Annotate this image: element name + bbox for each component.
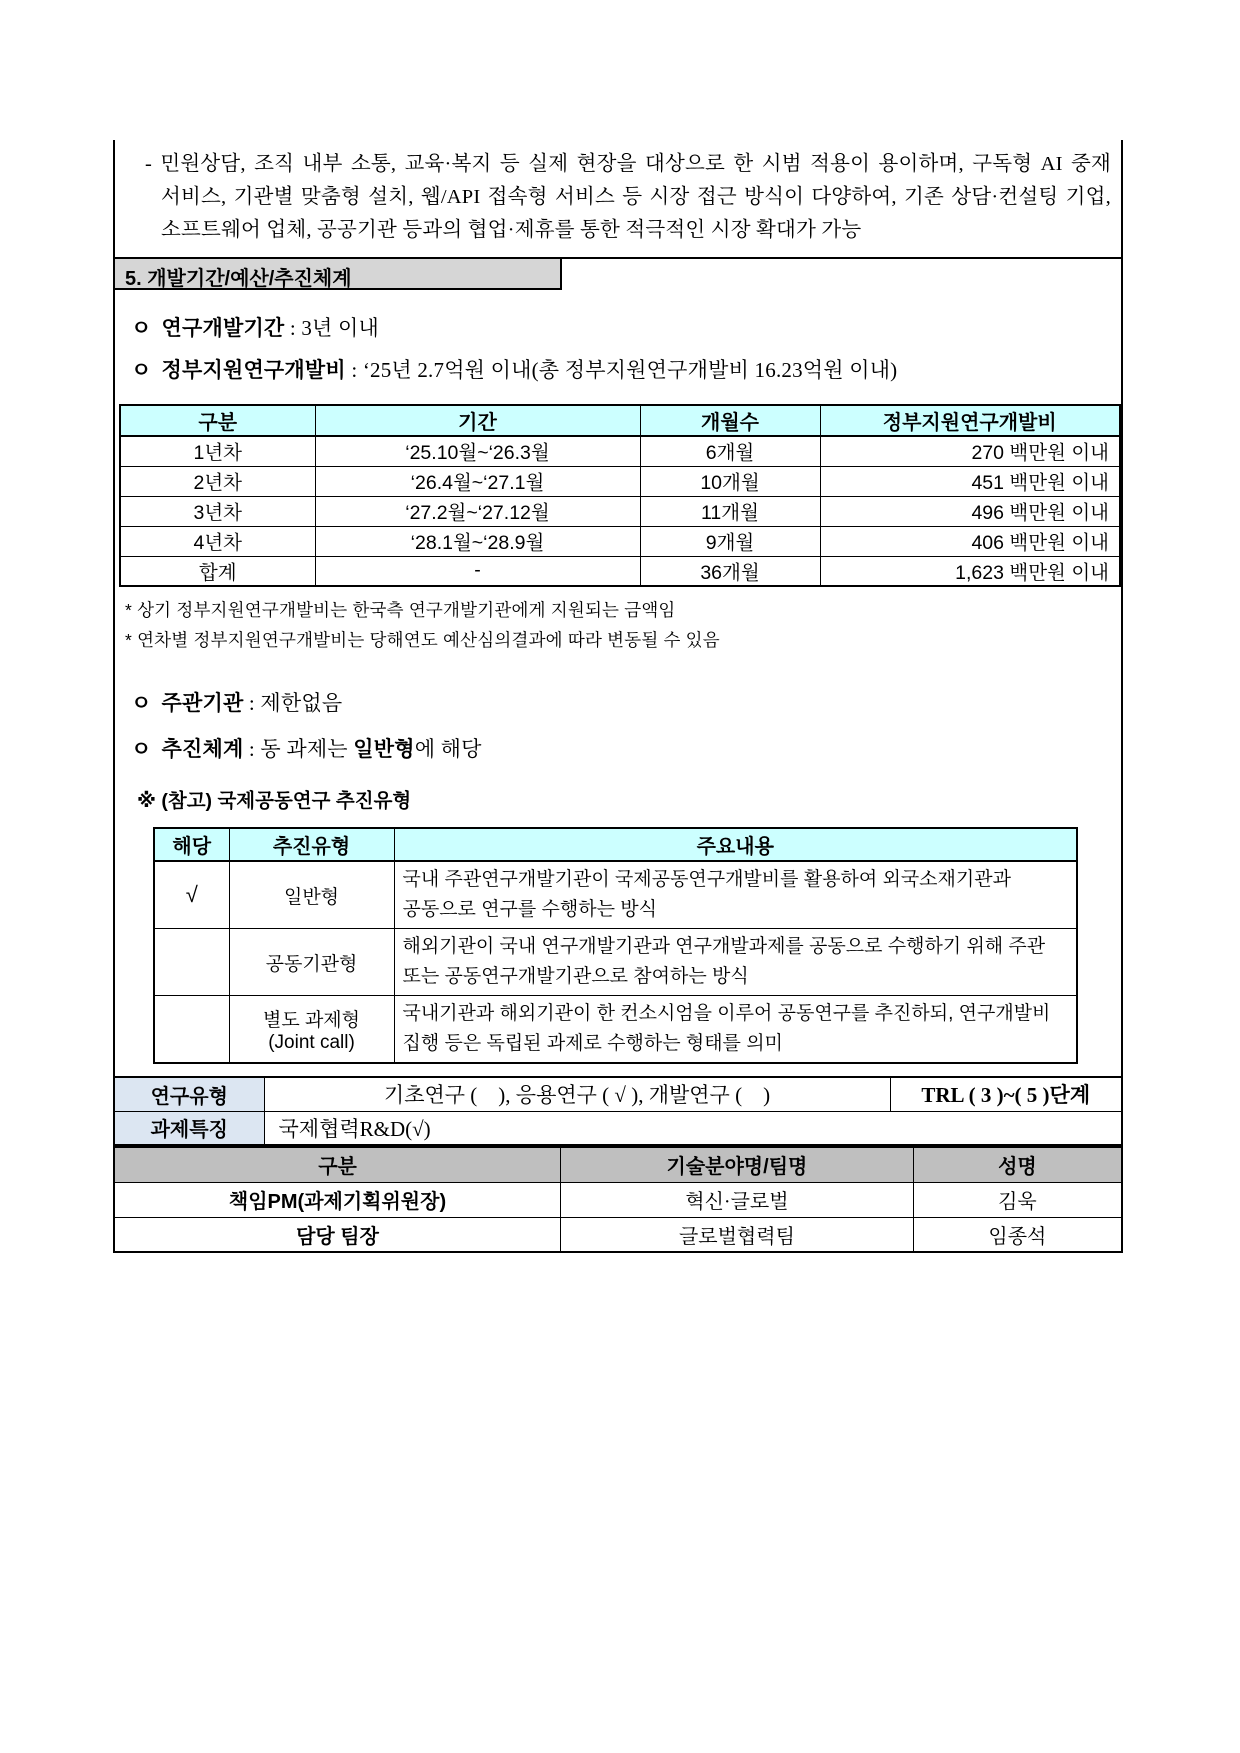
- type-check-joint-org: [154, 929, 229, 996]
- government-budget-value: : ‘25년 2.7억원 이내(총 정부지원연구개발비 16.23억원 이내): [351, 358, 898, 382]
- table-row-total: [120, 556, 1120, 586]
- budget-cell-year: 1년차: [120, 436, 315, 466]
- promotion-system-label: 추진체계: [161, 737, 244, 761]
- feature-content: 국제협력R&D(√): [264, 1111, 1122, 1145]
- trl-range: TRL ( 3 )~( 5 )단계: [890, 1077, 1122, 1111]
- research-type-label: 연구유형: [114, 1077, 264, 1111]
- reference-note: ※ (참고) 국제공동연구 추진유형: [137, 790, 412, 812]
- type-desc-general: 국내 주관연구개발기관이 국제공동연구개발비를 활용하여 외국소재기관과 공동으로 연구를 수행하는 방식: [394, 861, 1077, 929]
- table-row: [154, 929, 1077, 996]
- budget-cell-year: 4년차: [120, 526, 315, 556]
- joint-research-type-table: [153, 827, 1078, 1064]
- budget-cell-period: ‘26.4월~‘27.1월: [315, 466, 640, 496]
- research-type-row: [114, 1077, 1122, 1111]
- table-row: [120, 526, 1120, 556]
- promotion-system-value-suffix: 에 해당: [414, 737, 482, 761]
- host-organization-value: : 제한없음: [248, 691, 343, 715]
- type-name-general: 일반형: [229, 861, 394, 929]
- table-row: [120, 496, 1120, 526]
- staff-header-category: 구분: [114, 1147, 561, 1182]
- table-row: [120, 466, 1120, 496]
- staff-field-pm: 혁신·글로벌: [561, 1182, 914, 1217]
- bullet-promotion-system: [131, 733, 1121, 763]
- government-budget-label: 정부지원연구개발비: [161, 358, 346, 382]
- section-5-row: [113, 259, 1123, 290]
- staff-header-row: [114, 1147, 1122, 1182]
- type-table-header-row: [154, 828, 1077, 861]
- type-name-joint-org: 공동기관형: [229, 929, 394, 996]
- promotion-system-value-bold: 일반형: [353, 737, 415, 761]
- research-type-content: 기초연구 ( ), 응용연구 ( √ ), 개발연구 ( ): [264, 1077, 890, 1111]
- feature-label: 과제특징: [114, 1111, 264, 1145]
- promotion-system-value-prefix: : 동 과제는: [248, 737, 354, 761]
- paragraph-text: 민원상담, 조직 내부 소통, 교육·복지 등 실제 현장을 대상으로 한 시범 적용이 용이하며, 구독형 AI 중재 서비스, 기관별 맞춤형 설치, 웹/API 접속형 서비스 등 시장 접근 방식이 다양하여, 기존 상담·컨설팅 기업, 소프트웨어 업체, 공공기관 등과의 협업·제휴를 통한 적극적인 시장 확대가 가능: [160, 153, 1111, 241]
- budget-cell-year: 2년차: [120, 466, 315, 496]
- type-name-line1: 별도 과제형: [262, 1009, 361, 1031]
- section-5-header: 5. 개발기간/예산/추진체계: [115, 259, 562, 290]
- table-row: [154, 996, 1077, 1064]
- bullet-marker: ㅇ: [131, 691, 152, 715]
- budget-cell-amount: 270 백만원 이내: [820, 436, 1120, 466]
- budget-cell-year: 3년차: [120, 496, 315, 526]
- bullet-host-organization: [131, 687, 1121, 717]
- type-check-general: √: [154, 861, 229, 929]
- type-name-line2: (Joint call): [268, 1031, 355, 1053]
- research-type-table: [113, 1076, 1123, 1146]
- budget-cell-amount: 1,623 백만원 이내: [820, 556, 1120, 586]
- budget-header-period: 기간: [315, 405, 640, 436]
- document: [113, 140, 1123, 1253]
- budget-header-category: 구분: [120, 405, 315, 436]
- budget-header-amount: 정부지원연구개발비: [820, 405, 1120, 436]
- table-row: [114, 1217, 1122, 1252]
- budget-cell-total-label: 합계: [120, 556, 315, 586]
- table-row: [114, 1182, 1122, 1217]
- type-header-type: 추진유형: [229, 828, 394, 861]
- staff-name-pm: 김욱: [913, 1182, 1122, 1217]
- bullet-marker: ㅇ: [131, 358, 152, 382]
- staff-role-pm: 책임PM(과제기획위원장): [114, 1182, 561, 1217]
- staff-header-field-team: 기술분야명/팀명: [561, 1147, 914, 1182]
- staff-field-team-leader: 글로벌협력팀: [561, 1217, 914, 1252]
- bullet-marker: ㅇ: [131, 737, 152, 761]
- type-desc-joint-org: 해외기관이 국내 연구개발기관과 연구개발과제를 공동으로 수행하기 위해 주관 또는 공동연구개발기관으로 참여하는 방식: [394, 929, 1077, 996]
- budget-cell-period: ‘28.1월~‘28.9월: [315, 526, 640, 556]
- budget-cell-months: 36개월: [640, 556, 820, 586]
- budget-table-header-row: [120, 405, 1120, 436]
- budget-cell-amount: 451 백만원 이내: [820, 466, 1120, 496]
- type-header-applicable: 해당: [154, 828, 229, 861]
- feature-row: [114, 1111, 1122, 1145]
- research-period-label: 연구개발기간: [161, 316, 285, 340]
- type-check-joint-call: [154, 996, 229, 1064]
- budget-cell-period: ‘27.2월~‘27.12월: [315, 496, 640, 526]
- table-row: [120, 436, 1120, 466]
- staff-table: [113, 1146, 1123, 1253]
- staff-name-team-leader: 임종석: [913, 1217, 1122, 1252]
- staff-header-name: 성명: [913, 1147, 1122, 1182]
- paragraph-market-expansion: - 민원상담, 조직 내부 소통, 교육·복지 등 실제 현장을 대상으로 한 시범 적용이 용이하며, 구독형 AI 중재 서비스, 기관별 맞춤형 설치, 웹/API 접속형 서비스 등 시장 접근 방식이 다양하여, 기존 상담·컨설팅 기업, 소프트웨어 업체, 공공기관 등과의 협업·제휴를 통한 적극적인 시장 확대가 가능: [145, 153, 1111, 241]
- budget-header-months: 개월수: [640, 405, 820, 436]
- table-row: [154, 861, 1077, 929]
- budget-cell-period: -: [315, 556, 640, 586]
- footnote-2: * 연차별 정부지원연구개발비는 당해연도 예산심의결과에 따라 변동될 수 있음: [125, 630, 720, 650]
- budget-cell-months: 9개월: [640, 526, 820, 556]
- type-name-joint-call: [229, 996, 394, 1064]
- type-header-description: 주요내용: [394, 828, 1077, 861]
- footnote-1: * 상기 정부지원연구개발비는 한국측 연구개발기관에게 지원되는 금액임: [125, 600, 676, 620]
- section-5-content: [113, 290, 1123, 1076]
- bullet-research-period: [131, 312, 1121, 342]
- staff-role-team-leader: 담당 팀장: [114, 1217, 561, 1252]
- budget-cell-months: 11개월: [640, 496, 820, 526]
- budget-cell-period: ‘25.10월~‘26.3월: [315, 436, 640, 466]
- budget-table: [119, 404, 1121, 587]
- type-desc-joint-call: 국내기관과 해외기관이 한 컨소시엄을 이루어 공동연구를 추진하되, 연구개발비 집행 등은 독립된 과제로 수행하는 형태를 의미: [394, 996, 1077, 1064]
- bullet-marker: ㅇ: [131, 316, 152, 340]
- budget-footnotes: [115, 595, 1121, 655]
- budget-cell-amount: 406 백만원 이내: [820, 526, 1120, 556]
- budget-cell-months: 10개월: [640, 466, 820, 496]
- host-organization-label: 주관기관: [161, 691, 244, 715]
- top-paragraph-box: [113, 140, 1123, 259]
- budget-cell-months: 6개월: [640, 436, 820, 466]
- budget-cell-amount: 496 백만원 이내: [820, 496, 1120, 526]
- research-period-value: : 3년 이내: [289, 316, 379, 340]
- bullet-government-budget: [131, 354, 1121, 384]
